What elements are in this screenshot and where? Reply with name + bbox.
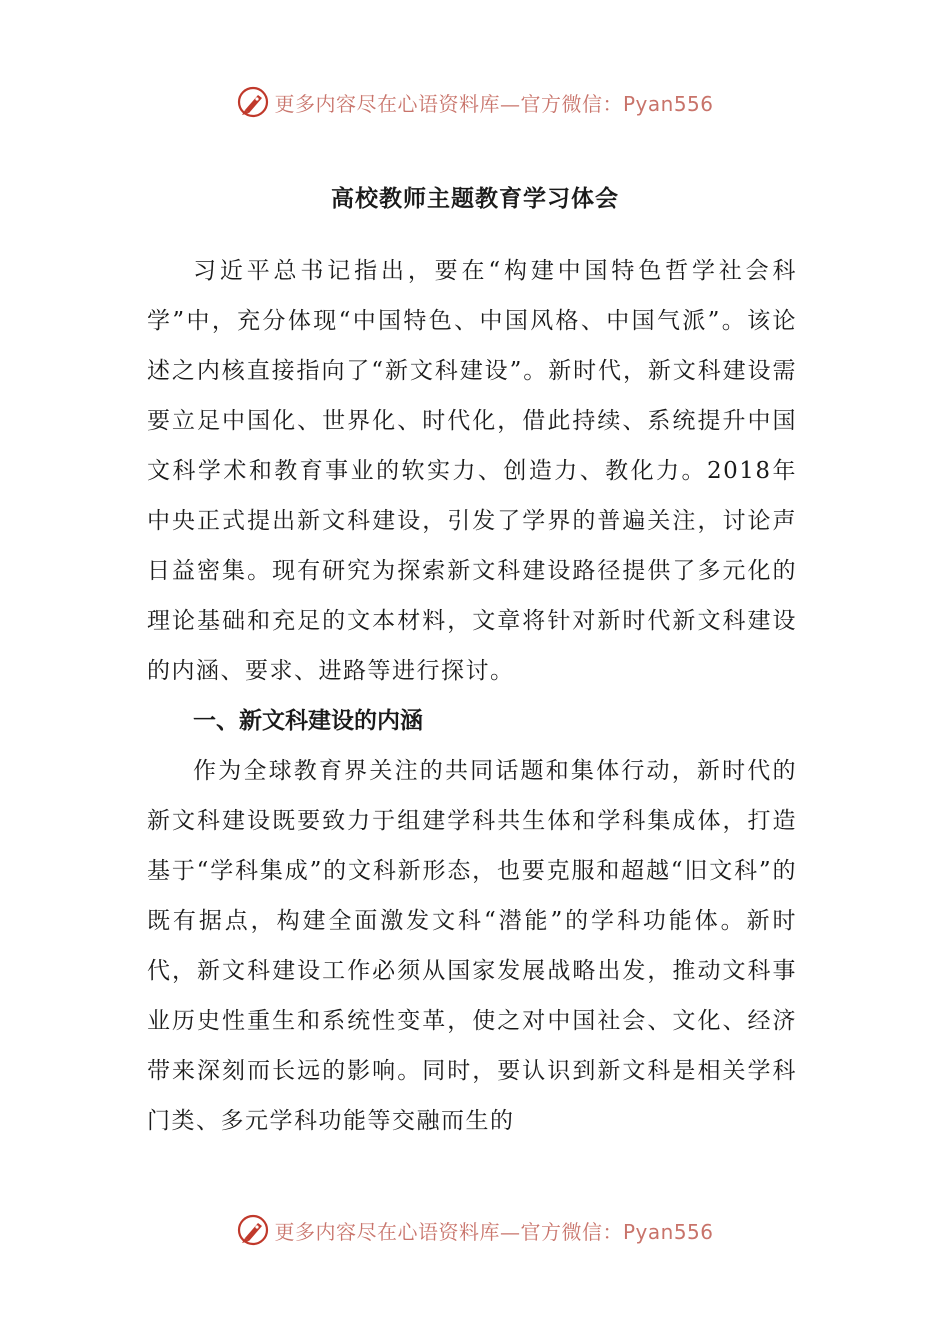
document-body (147, 246, 797, 1146)
intro-paragraph: 习近平总书记指出，要在“构建中国特色哲学社会科学”中，充分体现“中国特色、中国风格、中国气派”。该论述之内核直接指向了“新文科建设”。新时代，新文科建设需要立足中国化、世界化、时代化，借此持续、系统提升中国文科学术和教育事业的软实力、创造力、教化力。2018年中央正式提出新文科建设，引发了学界的普遍关注，讨论声日益密集。现有研究为探索新文科建设路径提供了多元化的理论基础和充足的文本材料，文章将针对新时代新文科建设的内涵、要求、进路等进行探讨。 (147, 258, 797, 684)
pen-nib-icon (236, 1213, 270, 1247)
watermark-text: 更多内容尽在心语资料库—官方微信：Pyan556 (274, 1219, 714, 1244)
footer-watermark (0, 1210, 950, 1250)
section-paragraph: 作为全球教育界关注的共同话题和集体行动，新时代的新文科建设既要致力于组建学科共生体和学科集成体，打造基于“学科集成”的文科新形态，也要克服和超越“旧文科”的既有据点，构建全面激发文科“潜能”的学科功能体。新时代，新文科建设工作必须从国家发展战略出发，推动文科事业历史性重生和系统性变革，使之对中国社会、文化、经济带来深刻而长远的影响。同时，要认识到新文科是相关学科门类、多元学科功能等交融而生的 (147, 758, 797, 1134)
document-title: 高校教师主题教育学习体会 (331, 186, 619, 212)
pen-nib-icon (236, 85, 270, 119)
header-watermark (0, 82, 950, 122)
section-heading: 一、新文科建设的内涵 (193, 708, 423, 734)
watermark-text: 更多内容尽在心语资料库—官方微信：Pyan556 (274, 91, 714, 116)
wechat-id: Pyan556 (622, 1219, 714, 1244)
wechat-id: Pyan556 (622, 91, 714, 116)
